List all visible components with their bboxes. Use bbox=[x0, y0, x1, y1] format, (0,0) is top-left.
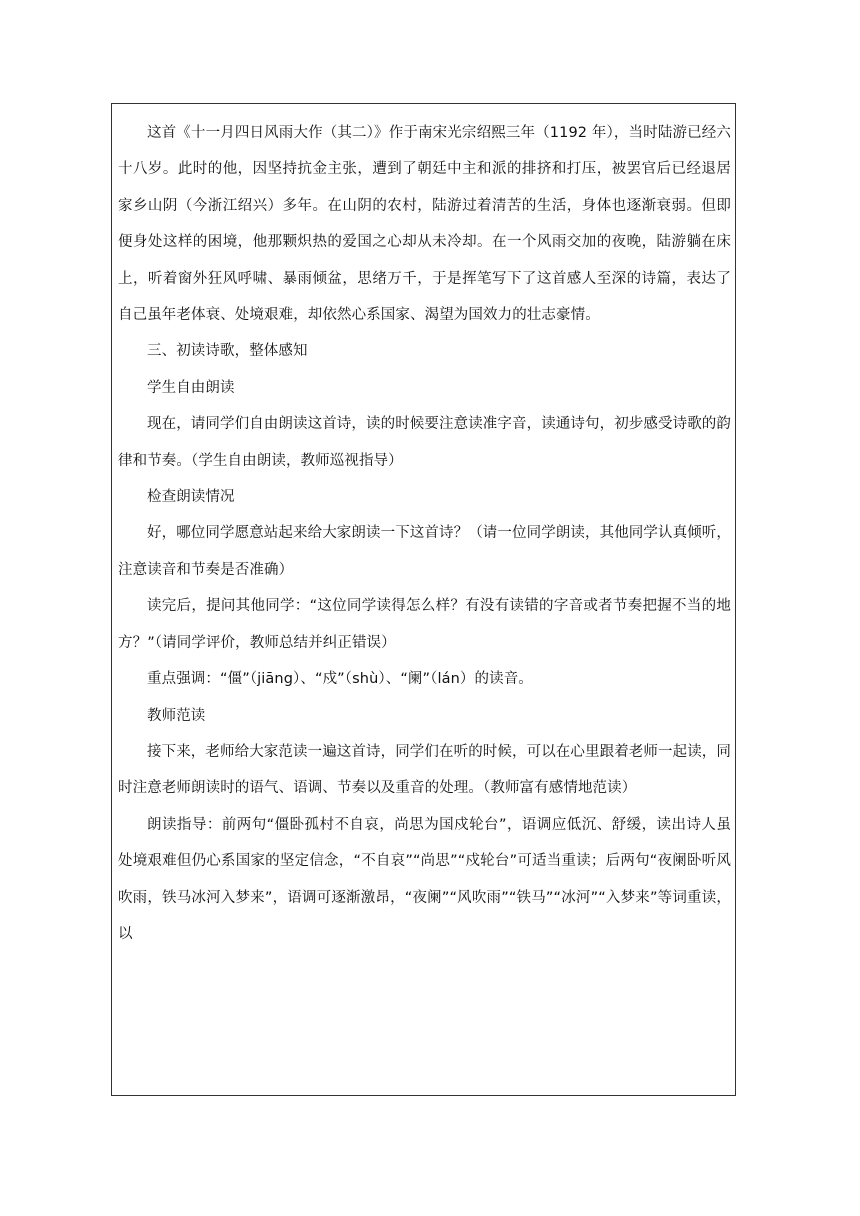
paragraph-teacher-reading: 接下来，老师给大家范读一遍这首诗，同学们在听的时候，可以在心里跟着老师一起读，同时注意老师朗读时的语气、语调、节奏以及重音的处理。（教师富有感情地范读） bbox=[118, 743, 731, 797]
subheading-check-reading: 检查朗读情况 bbox=[147, 489, 235, 506]
section-heading: 三、初读诗歌，整体感知 bbox=[147, 343, 308, 360]
paragraph-free-reading: 现在，请同学们自由朗读这首诗，读的时候要注意读准字音，读通诗句，初步感受诗歌的韵律和节奏。（学生自由朗读，教师巡视指导） bbox=[118, 416, 731, 469]
subheading-free-reading: 学生自由朗读 bbox=[147, 379, 235, 396]
paragraph-question: 读完后，提问其他同学：“这位同学读得怎么样？有没有读错的字音或者节奏把握不当的地方？”（请同学评价，教师总结并纠正错误） bbox=[118, 598, 731, 651]
paragraph-check-reading: 好，哪位同学愿意站起来给大家朗读一下这首诗？（请一位同学朗读，其他同学认真倾听，注意读音和节奏是否准确） bbox=[118, 525, 731, 578]
paragraph-pronunciation: 重点强调：“僵”（jiāng）、“戍”（shù）、“阑”（lán）的读音。 bbox=[147, 671, 533, 688]
subheading-teacher-reading: 教师范读 bbox=[147, 707, 206, 724]
paragraph-reading-guide: 朗读指导：前两句“僵卧孤村不自哀，尚思为国戍轮台”，语调应低沉、舒缓，读出诗人虽处境艰难但仍心系国家的坚定信念，“不自哀”“尚思”“戍轮台”可适当重读；后两句“夜阑卧听风吹雨，铁马冰河入梦来”，语调可逐渐激昂，“夜阑”“风吹雨”“铁马”“冰河”“入梦来”等词重读，以 bbox=[118, 816, 731, 942]
paragraph-background: 这首《十一月四日风雨大作（其二）》作于南宋光宗绍熙三年（1192 年），当时陆游已经六十八岁。此时的他，因坚持抗金主张，遭到了朝廷中主和派的排挤和打压，被罢官后已经退居家乡山阴（今浙江绍兴）多年。在山阴的农村，陆游过着清苦的生活，身体也逐渐衰弱。但即便身处这样的困境，他那颗炽热的爱国之心却从未冷却。在一个风雨交加的夜晚，陆游躺在床上，听着窗外狂风呼啸、暴雨倾盆，思绪万千，于是挥笔写下了这首感人至深的诗篇，表达了自己虽年老体衰、处境艰难，却依然心系国家、渴望为国效力的壮志豪情。 bbox=[118, 125, 731, 324]
document-body bbox=[112, 104, 735, 952]
document-frame bbox=[111, 103, 736, 1096]
